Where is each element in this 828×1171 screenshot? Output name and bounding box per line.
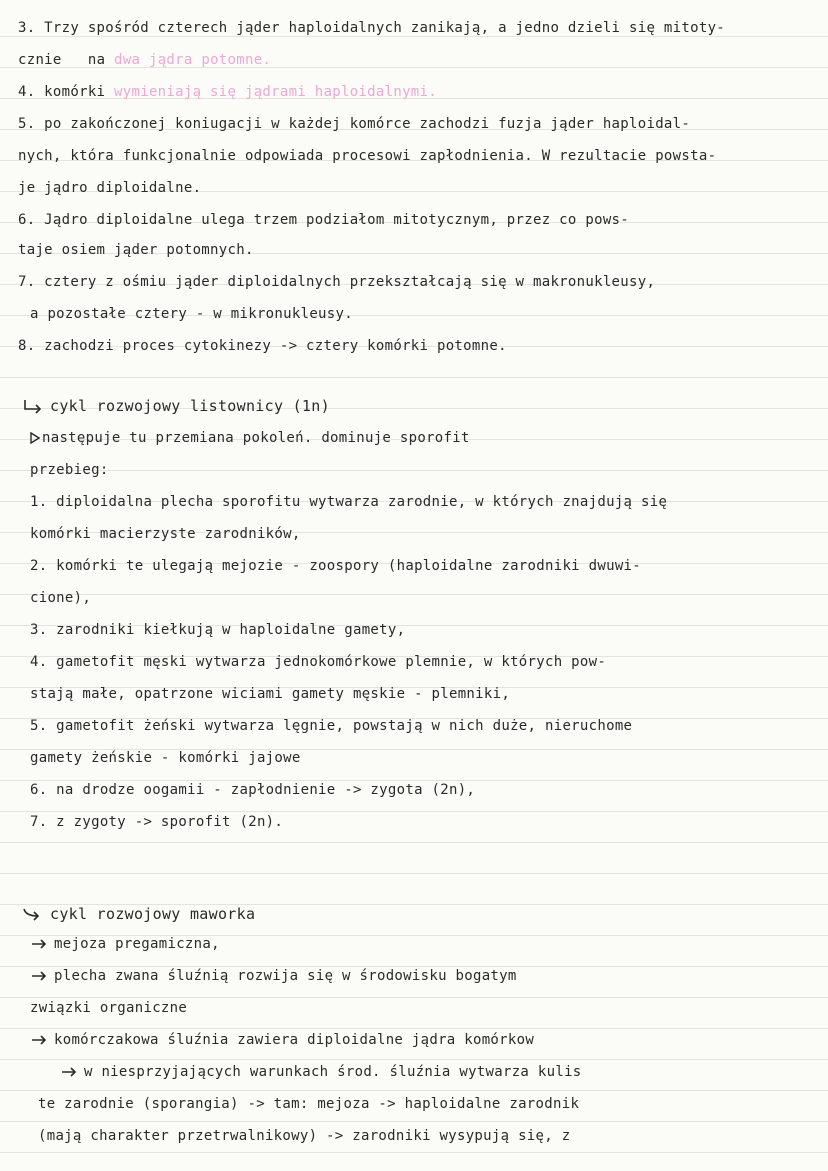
- text-line: nych, która funkcjonalnie odpowiada procesowi zapłodnienia. W rezultacie powsta-: [18, 148, 717, 164]
- text-line: przebieg:: [30, 462, 109, 478]
- text-line: 4. gametofit męski wytwarza jednokomórkowe plemnie, w których pow-: [30, 654, 607, 670]
- text-line: komórczakowa śluźnia zawiera diploidalne jądra komórkow: [30, 1030, 534, 1050]
- text-line: w niesprzyjających warunkach środ. śluźnia wytwarza kulis: [60, 1062, 582, 1082]
- text-line: następuje tu przemiana pokoleń. dominuje sporofit: [30, 428, 470, 448]
- text-line: a pozostałe cztery - w mikronukleusy.: [30, 306, 353, 322]
- arrow-right-icon: [30, 937, 48, 951]
- text-line: 7. z zygoty -> sporofit (2n).: [30, 814, 284, 830]
- text-line: 3. zarodniki kiełkują w haploidalne gamety,: [30, 622, 406, 638]
- text-line: mejoza pregamiczna,: [30, 934, 220, 954]
- text-line: komórki macierzyste zarodników,: [30, 526, 301, 542]
- arrow-right-icon: [30, 969, 48, 983]
- triangle-bullet-icon: [30, 432, 40, 444]
- text-line: te zarodnie (sporangia) -> tam: mejoza -> haploidalne zarodnik: [38, 1096, 580, 1112]
- text-line: cznie na dwa jądra potomne.: [18, 52, 272, 68]
- arrow-right-icon: [60, 1065, 78, 1079]
- text-line: (mają charakter przetrwalnikowy) -> zarodniki wysypują się, z: [38, 1128, 571, 1144]
- arrow-hook-icon: [22, 399, 44, 415]
- highlighted-text: wymieniają się jądrami haploidalnymi.: [114, 84, 437, 100]
- text-line: stają małe, opatrzone wiciami gamety męskie - plemniki,: [30, 686, 511, 702]
- text-line: 4. komórki wymieniają się jądrami haploidalnymi.: [18, 84, 437, 100]
- text-line: 5. po zakończonej koniugacji w każdej komórce zachodzi fuzja jąder haploidal-: [18, 116, 691, 132]
- text-line: cione),: [30, 590, 92, 606]
- text-line: 6. na drodze oogamii - zapłodnienie -> zygota (2n),: [30, 782, 476, 798]
- text-line: 8. zachodzi proces cytokinezy -> cztery komórki potomne.: [18, 338, 507, 354]
- text-line: 3. Trzy spośród czterech jąder haploidalnych zanikają, a jedno dzieli się mitoty-: [18, 20, 726, 36]
- section-heading: cykl rozwojowy listownicy (1n): [22, 396, 330, 416]
- arrow-right-icon: [30, 1033, 48, 1047]
- text-line: 1. diploidalna plecha sporofitu wytwarza zarodnie, w których znajdują się: [30, 494, 668, 510]
- text-line: je jądro diploidalne.: [18, 180, 202, 196]
- text-line: gamety żeńskie - komórki jajowe: [30, 750, 301, 766]
- text-line: taje osiem jąder potomnych.: [18, 242, 254, 258]
- text-line: 6. Jądro diploidalne ulega trzem podziałom mitotycznym, przez co pows-: [18, 212, 630, 228]
- text-line: plecha zwana śluźnią rozwija się w środowisku bogatym: [30, 966, 517, 986]
- text-line: związki organiczne: [30, 1000, 188, 1016]
- text-line: 7. cztery z ośmiu jąder diploidalnych przekształcają się w makronukleusy,: [18, 274, 656, 290]
- arrow-hook-icon: [22, 907, 44, 923]
- text-line: 5. gametofit żeński wytwarza lęgnie, powstają w nich duże, nieruchome: [30, 718, 633, 734]
- highlighted-text: dwa jądra potomne.: [114, 52, 272, 68]
- text-line: 2. komórki te ulegają mejozie - zoospory (haploidalne zarodniki dwuwi-: [30, 558, 642, 574]
- section-heading: cykl rozwojowy maworka: [22, 904, 255, 924]
